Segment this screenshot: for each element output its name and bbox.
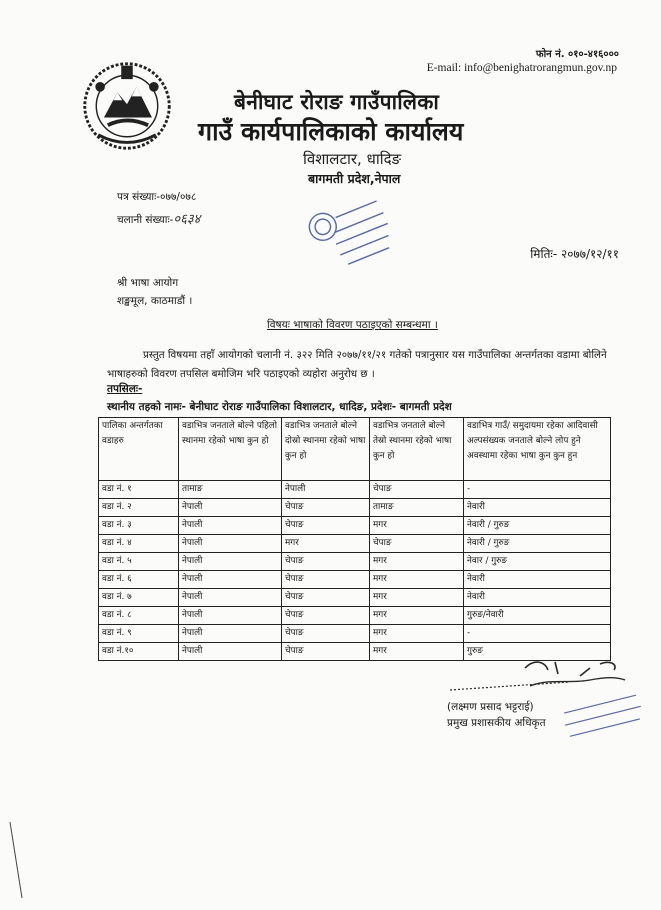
table-cell: नेपाली (179, 589, 282, 607)
table-cell: वडा नं. ४ (99, 535, 179, 553)
table-cell: चेपाङ (370, 481, 464, 499)
table-cell: नेवार / गुरुङ (464, 553, 611, 571)
signatory-title: प्रमुख प्रशासकीय अधिकृत (447, 717, 546, 729)
table-cell: नेपाली (179, 571, 282, 589)
table-cell: चेपाङ (282, 643, 370, 661)
table-row (99, 553, 611, 571)
table-cell: मगर (370, 607, 464, 625)
table-cell: मगर (370, 517, 464, 535)
table-row (99, 535, 611, 553)
table-cell: वडा नं. ८ (99, 607, 179, 625)
table-cell: चेपाङ (282, 625, 370, 643)
letter-date: मितिः- २०७७/१२/११ (530, 247, 619, 261)
column-header: वडाभित्र गाउँ/ समुदायमा रहेका आदिवासी अल्पसंख्यक जनताले बोल्ने लोप हुने अवस्थामा रहेका भाषा कुन कुन हुन (464, 418, 611, 481)
local-body-name: स्थानीय तहको नामः- बेनीघाट रोराङ गाउँपालिका विशालटार, धादिङ, प्रदेशः- बागमती प्रदेश (107, 401, 452, 413)
table-cell: वडा नं. १ (99, 481, 179, 499)
table-cell: चेपाङ (282, 517, 370, 535)
letter-body: प्रस्तुत विषयमा तहाँ आयोगको चलानी नं. ३२२ मिति २०७७/११/२१ गतेको पत्रानुसार यस गाउँपालिका अन्तर्गतका वडामा बोलिने भाषाहरुको विवरण तपसिल बमोजिम भरि पठाइएको व्यहोरा अनुरोध छ । (107, 349, 607, 380)
table-cell: नेवारी (464, 589, 611, 607)
table-cell: नेपाली (179, 643, 282, 661)
municipality-name: बेनीघाट रोराङ गाउँपालिका (234, 90, 440, 114)
table-cell: मगर (370, 571, 464, 589)
table-row (99, 571, 611, 589)
table-cell: नेवारी / गुरुङ (464, 535, 611, 553)
table-cell: गुरुङ (464, 643, 611, 661)
table-row (99, 589, 611, 607)
recipient-address: शङ्खमूल, काठमाडौं । (117, 295, 193, 307)
signature-stamp-icon (560, 690, 645, 742)
table-cell: वडा नं. ६ (99, 571, 179, 589)
table-cell: चेपाङ (370, 535, 464, 553)
table-cell: वडा नं.१० (99, 643, 179, 661)
table-cell: मगर (370, 589, 464, 607)
column-header: वडाभित्र जनताले बोल्ने पहिलो स्थानमा रहेको भाषा कुन हो (179, 418, 282, 481)
table-cell: नेवारी (464, 499, 611, 517)
table-cell: नेपाली (179, 553, 282, 571)
margin-pen-mark (6, 820, 26, 900)
province-name: बागमती प्रदेश,नेपाल (308, 171, 401, 186)
dispatch-number (117, 209, 200, 227)
phone-number: फोन नं. ०१०-४१६००० (535, 49, 619, 60)
table-cell: चेपाङ (282, 553, 370, 571)
table-cell: तामाङ (370, 499, 464, 517)
office-location: विशालटार, धादिङ (303, 150, 402, 168)
dispatch-label: चलानी संख्याः- (117, 214, 174, 226)
table-row (99, 481, 611, 499)
column-header: वडाभित्र जनताले बोल्ने तेस्रो स्थानमा रहेको भाषा कुन हो (370, 418, 464, 481)
email-address: E-mail: info@benighatrorangmun.gov.np (426, 62, 617, 74)
recipient-name: श्री भाषा आयोग (117, 277, 179, 289)
table-cell: वडा नं. ९ (99, 625, 179, 643)
column-header: वडाभित्र जनताले बोल्ने दोस्रो स्थानमा रहेको भाषा कुन हो (282, 418, 370, 481)
table-cell: नेपाली (179, 535, 282, 553)
table-cell: नेपाली (179, 625, 282, 643)
table-cell: मगर (282, 535, 370, 553)
table-row (99, 517, 611, 535)
letter-number: पत्र संख्याः-०७७/०७८ (117, 191, 197, 203)
table-cell: नेपाली (179, 607, 282, 625)
table-cell: - (464, 625, 611, 643)
table-cell: तामाङ (179, 481, 282, 499)
column-header: पालिका अन्तर्गतका वडाहरु (99, 418, 179, 481)
table-cell: नेपाली (179, 517, 282, 535)
table-cell: मगर (370, 643, 464, 661)
language-table (98, 417, 611, 661)
table-row (99, 607, 611, 625)
nepal-emblem-icon (78, 58, 176, 154)
table-cell: नेपाली (179, 499, 282, 517)
table-row (99, 625, 611, 643)
letter-subject: विषयः भाषाको विवरण पठाइएको सम्बन्धमा । (267, 319, 438, 331)
details-label: तपसिलः- (107, 383, 143, 395)
table-cell: मगर (370, 553, 464, 571)
dispatch-value: ०६३४ (173, 211, 201, 226)
table-cell: वडा नं. ७ (99, 589, 179, 607)
table-header-row (99, 418, 611, 481)
table-cell: वडा नं. ५ (99, 553, 179, 571)
table-cell: चेपाङ (282, 607, 370, 625)
table-cell: वडा नं. ३ (99, 517, 179, 535)
table-cell: गुरुङ/नेवारी (464, 607, 611, 625)
table-cell: नेपाली (282, 481, 370, 499)
office-stamp-icon (298, 188, 394, 278)
table-cell: चेपाङ (282, 571, 370, 589)
office-name: गाउँ कार्यपालिकाको कार्यालय (198, 117, 464, 146)
table-cell: चेपाङ (282, 589, 370, 607)
table-cell: चेपाङ (282, 499, 370, 517)
table-cell: वडा नं. २ (99, 499, 179, 517)
table-cell: नेवारी (464, 571, 611, 589)
signatory-name: (लक्ष्मण प्रसाद भट्टराई) (447, 701, 534, 713)
table-cell: - (464, 481, 611, 499)
table-row (99, 499, 611, 517)
table-cell: मगर (370, 625, 464, 643)
table-cell: नेवारी / गुरुङ (464, 517, 611, 535)
